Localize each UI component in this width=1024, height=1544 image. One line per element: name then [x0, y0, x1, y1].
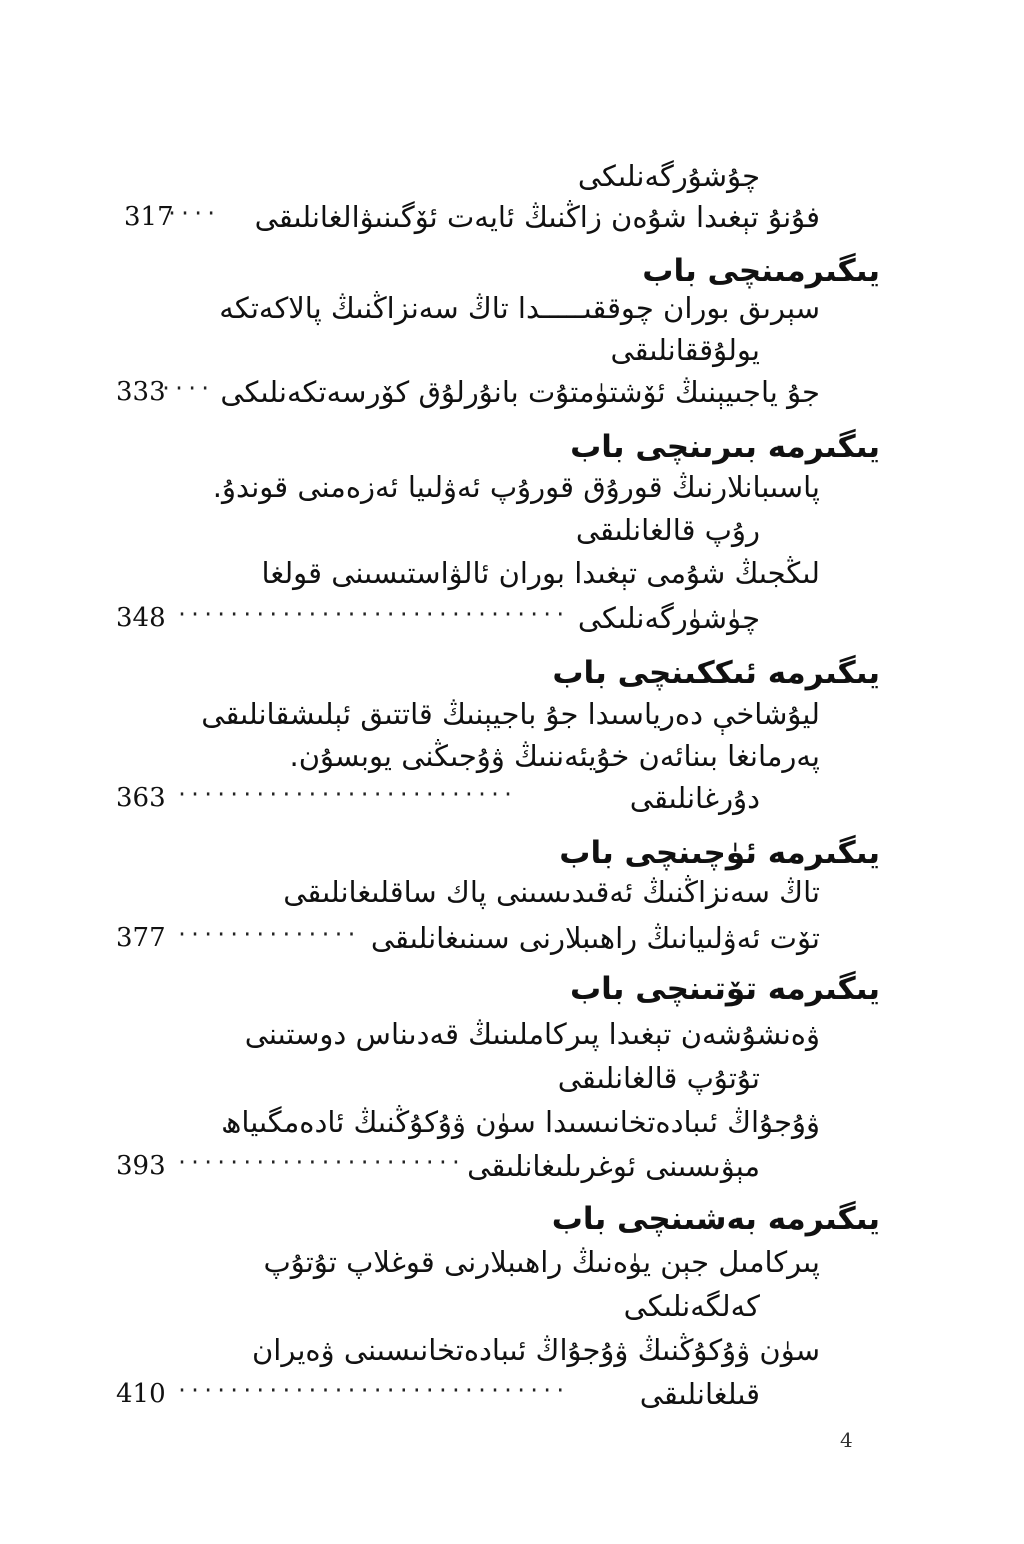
chapter-heading: يىگىرمە بەشىنچى باب	[551, 1201, 880, 1237]
toc-entry-line: قىلغانلىقى	[639, 1377, 760, 1411]
chapter-heading: يىگىرمە تۆتىنچى باب	[570, 971, 880, 1007]
toc-entry-line: چۈشۈرگەنلىكى	[577, 601, 760, 635]
toc-entry-line: پاسىبانلارنىڭ قورۇق قورۇپ ئەۋلىيا ئەزەمنى قوندۇ.	[212, 470, 820, 504]
toc-entry-line: يولۇققانلىقى	[610, 333, 760, 367]
toc-page-number: 363	[116, 783, 166, 813]
toc-entry-line: پىركامىل جېن يۈەنىڭ راھىبلارنى قوغلاپ تۇتۇپ	[263, 1245, 820, 1279]
toc-entry-line: دۇرغانلىقى	[629, 781, 760, 815]
toc-entry-line: تۆت ئەۋلىيانىڭ راھىبلارنى سىنىغانلىقى	[370, 921, 820, 955]
toc-entry-line: رۇپ قالغانلىقى	[575, 513, 760, 547]
chapter-heading: يىگىرمە ئۈچىنچى باب	[559, 835, 880, 871]
toc-page-number: 410	[116, 1379, 166, 1409]
toc-leader-dots: ······························	[176, 602, 568, 626]
toc-entry-line: ۋۇجۇاڭ ئىبادەتخانىسىدا سۈن ۋۇكۇڭنىڭ ئادەمگىياھ	[221, 1105, 820, 1139]
toc-page-number: 317	[124, 202, 174, 232]
toc-page-number: 348	[116, 603, 166, 633]
page-number: 4	[840, 1428, 853, 1452]
toc-leader-dots: ······························	[176, 1378, 568, 1402]
toc-entry-line: تۇتۇپ قالغانلىقى	[557, 1061, 760, 1095]
toc-entry-line: مېۋىسىنى ئوغرىلىغانلىقى	[467, 1149, 760, 1183]
toc-entry-line: تاڭ سەنزاڭنىڭ ئەقىدىسىنى پاك ساقلىغانلىقى	[283, 875, 820, 909]
toc-page-number: 333	[116, 377, 166, 407]
toc-leader-dots: ····	[166, 201, 219, 225]
toc-entry-line: جۇ ياجىيېنىڭ ئۆشتۈمتۇت بانۇرلۇق كۆرسەتكەنلىكى	[220, 375, 820, 409]
chapter-heading: يىگىرمىنچى باب	[642, 253, 880, 289]
toc-entry-line: سېرىق بوران چوققىـــــدا تاڭ سەنزاڭنىڭ پالاكەتكە	[219, 291, 820, 325]
toc-entry-line: ۋەنشۇشەن تېغىدا پىركاملىنىڭ قەدىناس دوستىنى	[244, 1017, 820, 1051]
toc-leader-dots: ··························	[176, 782, 516, 806]
toc-leader-dots: ··············	[176, 922, 359, 946]
toc-entry-line: لىڭجىڭ شۇمى تېغىدا بوران ئالۋاستىسىنى قولغا	[261, 556, 820, 590]
toc-entry-line: پەرمانغا بىنائەن خۇيئەننىڭ ۋۇجىڭنى يوبسۇن.	[289, 739, 820, 773]
toc-entry-line: كەلگەنلىكى	[623, 1289, 760, 1323]
chapter-heading: يىگىرمە بىرىنچى باب	[570, 429, 880, 465]
toc-leader-dots: ····	[160, 376, 213, 400]
toc-entry-line: فۇنۇ تېغىدا شۇەن زاڭنىڭ ئايەت ئۆگىنىۋالغانلىقى	[254, 200, 820, 234]
toc-page-number: 377	[116, 923, 166, 953]
toc-entry-line: سۈن ۋۇكۇڭنىڭ ۋۇجۇاڭ ئىبادەتخانىسىنى ۋەيران	[251, 1333, 820, 1367]
toc-entry-line: ليۇشاخې دەرياسىدا جۇ باجيېنىڭ قاتتىق ئېلىشقانلىقى	[201, 697, 820, 731]
chapter-heading: يىگىرمە ئىككىنچى باب	[552, 655, 880, 691]
toc-page-number: 393	[116, 1151, 166, 1181]
toc-entry-line: چۇشۇرگەنلىكى	[577, 159, 760, 193]
toc-leader-dots: ······················	[176, 1150, 463, 1174]
